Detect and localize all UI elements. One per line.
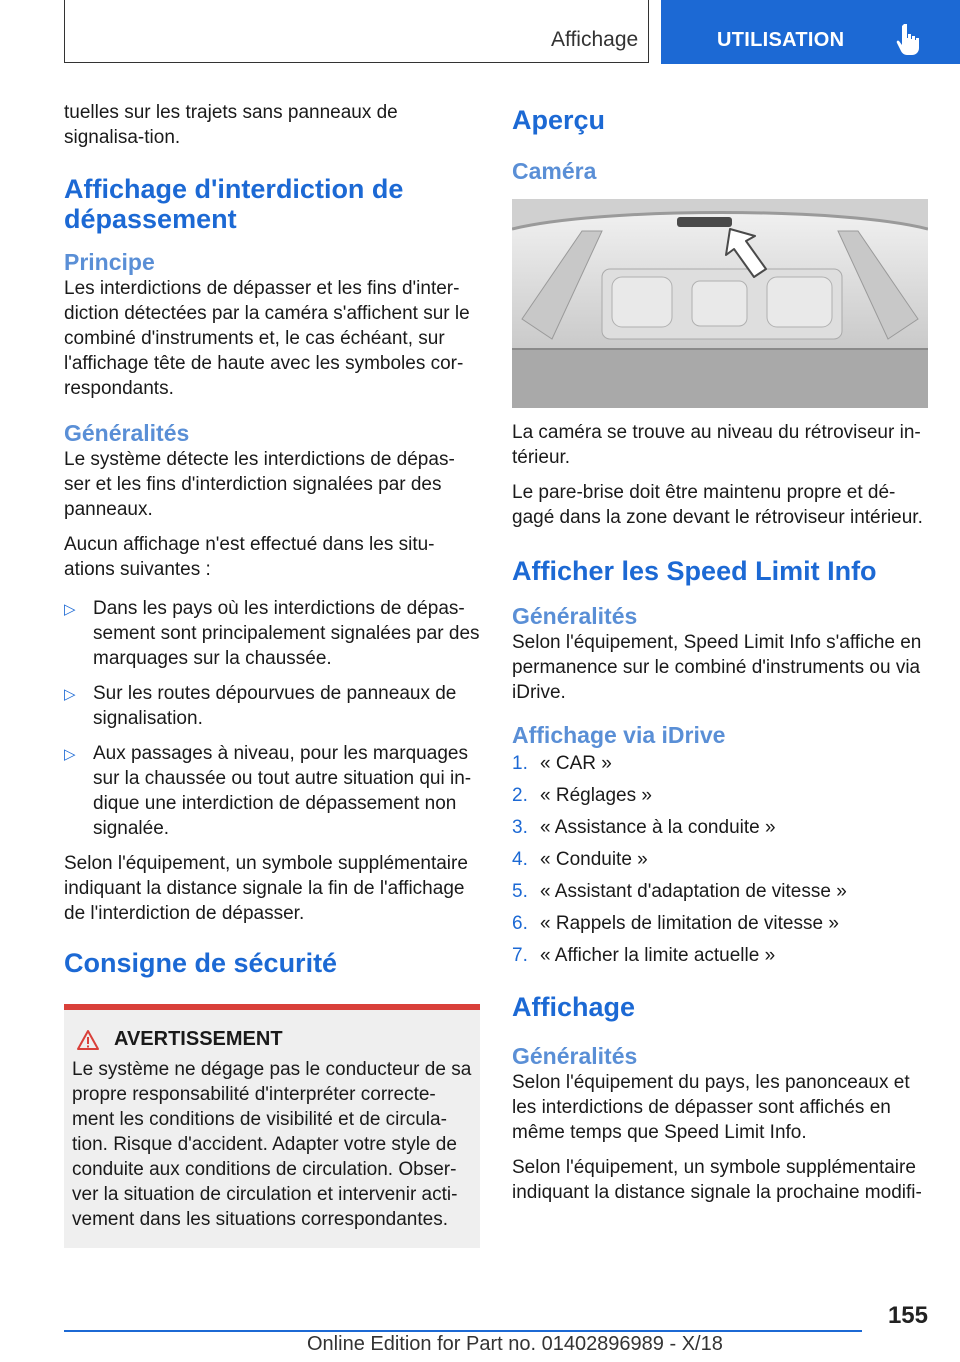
list-item: 7. « Afficher la limite actuelle »	[512, 945, 776, 966]
heading-general: Généralités	[64, 420, 190, 446]
camera-location-image	[512, 199, 928, 408]
no-display-paragraph: Aucun affichage n'est effectué dans les situ-ations suivantes :	[64, 534, 435, 580]
heading-show-speed-limit-info: Afficher les Speed Limit Info	[512, 556, 877, 586]
camera-paragraph-1: La caméra se trouve au niveau du rétroviseur in-térieur.	[512, 422, 921, 468]
triangle-bullet-icon: ▷	[64, 746, 76, 763]
display-paragraph-2: Selon l'équipement, un symbole supplémentaire indiquant la distance signale la prochaine modifi-	[512, 1157, 922, 1203]
heading-overview: Aperçu	[512, 105, 606, 135]
heading-general-sli: Généralités	[512, 603, 638, 629]
list-item: 3. « Assistance à la conduite »	[512, 817, 776, 838]
heading-display: Affichage	[512, 992, 636, 1022]
heading-camera: Caméra	[512, 158, 597, 184]
list-item: 6. « Rappels de limitation de vitesse »	[512, 913, 839, 934]
triangle-bullet-icon: ▷	[64, 686, 76, 703]
heading-principle: Principe	[64, 249, 155, 275]
footer-divider	[64, 1330, 862, 1332]
chapter-tab-label: UTILISATION	[717, 29, 845, 51]
heading-general-display: Généralités	[512, 1043, 638, 1069]
hand-pointer-icon	[895, 22, 923, 56]
heading-overtaking-display: Affichage d'interdiction de dépassement	[64, 174, 404, 234]
warning-title: AVERTISSEMENT	[114, 1028, 283, 1050]
warning-triangle-icon	[76, 1029, 100, 1051]
sli-general-paragraph: Selon l'équipement, Speed Limit Info s'affiche en permanence sur le combiné d'instruments ou via iDrive.	[512, 632, 922, 703]
footer-edition: Online Edition for Part no. 01402896989 - X/18	[307, 1333, 723, 1355]
list-item: ▷ Aux passages à niveau, pour les marquages sur la chaussée ou tout autre situation qui in-dique une interdiction de dépassement non signalée.	[64, 743, 472, 839]
heading-idrive: Affichage via iDrive	[512, 722, 726, 748]
display-paragraph-1: Selon l'équipement du pays, les panonceaux et les interdictions de dépasser sont affichés en même temps que Speed Limit Info.	[512, 1072, 910, 1143]
situations-list	[64, 596, 480, 841]
list-item: 1. « CAR »	[512, 753, 612, 774]
general-paragraph: Le système détecte les interdictions de dépas-ser et les fins d'interdiction signalées par des panneaux.	[64, 449, 455, 520]
intro-paragraph: tuelles sur les trajets sans panneaux de signalisa-tion.	[64, 102, 398, 148]
list-item: 2. « Réglages »	[512, 785, 652, 806]
triangle-bullet-icon: ▷	[64, 601, 76, 618]
camera-paragraph-2: Le pare-brise doit être maintenu propre et dé-gagé dans la zone devant le rétroviseur intérieur.	[512, 482, 923, 528]
list-item: 4. « Conduite »	[512, 849, 648, 870]
heading-safety: Consigne de sécurité	[64, 948, 338, 978]
right-column	[512, 100, 928, 1215]
principle-paragraph: Les interdictions de dépasser et les fins d'inter-diction détectées par la caméra s'affichent sur le combiné d'instruments et, le cas échéant, sur l'affichage tête de haute avec les symboles cor-respondants.	[64, 278, 470, 399]
list-item: ▷ Dans les pays où les interdictions de dépas-sement sont principalement signalées par des marquages sur la chaussée.	[64, 598, 480, 669]
left-column	[64, 100, 480, 1248]
equipment-paragraph: Selon l'équipement, un symbole supplémentaire indiquant la distance signale la fin de l'affichage de l'interdiction de dépasser.	[64, 853, 468, 924]
warning-text: Le système ne dégage pas le conducteur de sa propre responsabilité d'interpréter correcte-ment les conditions de visibilité et de circula-tion. Risque d'accident. Adapter votre style de conduite aux conditions de circulation. Obser-ver la situation de circulation et intervenir acti-vement dans les situations correspondantes.	[72, 1059, 472, 1230]
page-number: 155	[887, 1302, 928, 1329]
list-item: ▷ Sur les routes dépourvues de panneaux de signalisation.	[64, 683, 457, 729]
list-item: 5. « Assistant d'adaptation de vitesse »	[512, 881, 847, 902]
warning-box	[64, 1004, 480, 1248]
idrive-steps-list	[512, 751, 928, 968]
section-title: Affichage	[551, 28, 639, 51]
chapter-tab[interactable]	[661, 0, 960, 64]
